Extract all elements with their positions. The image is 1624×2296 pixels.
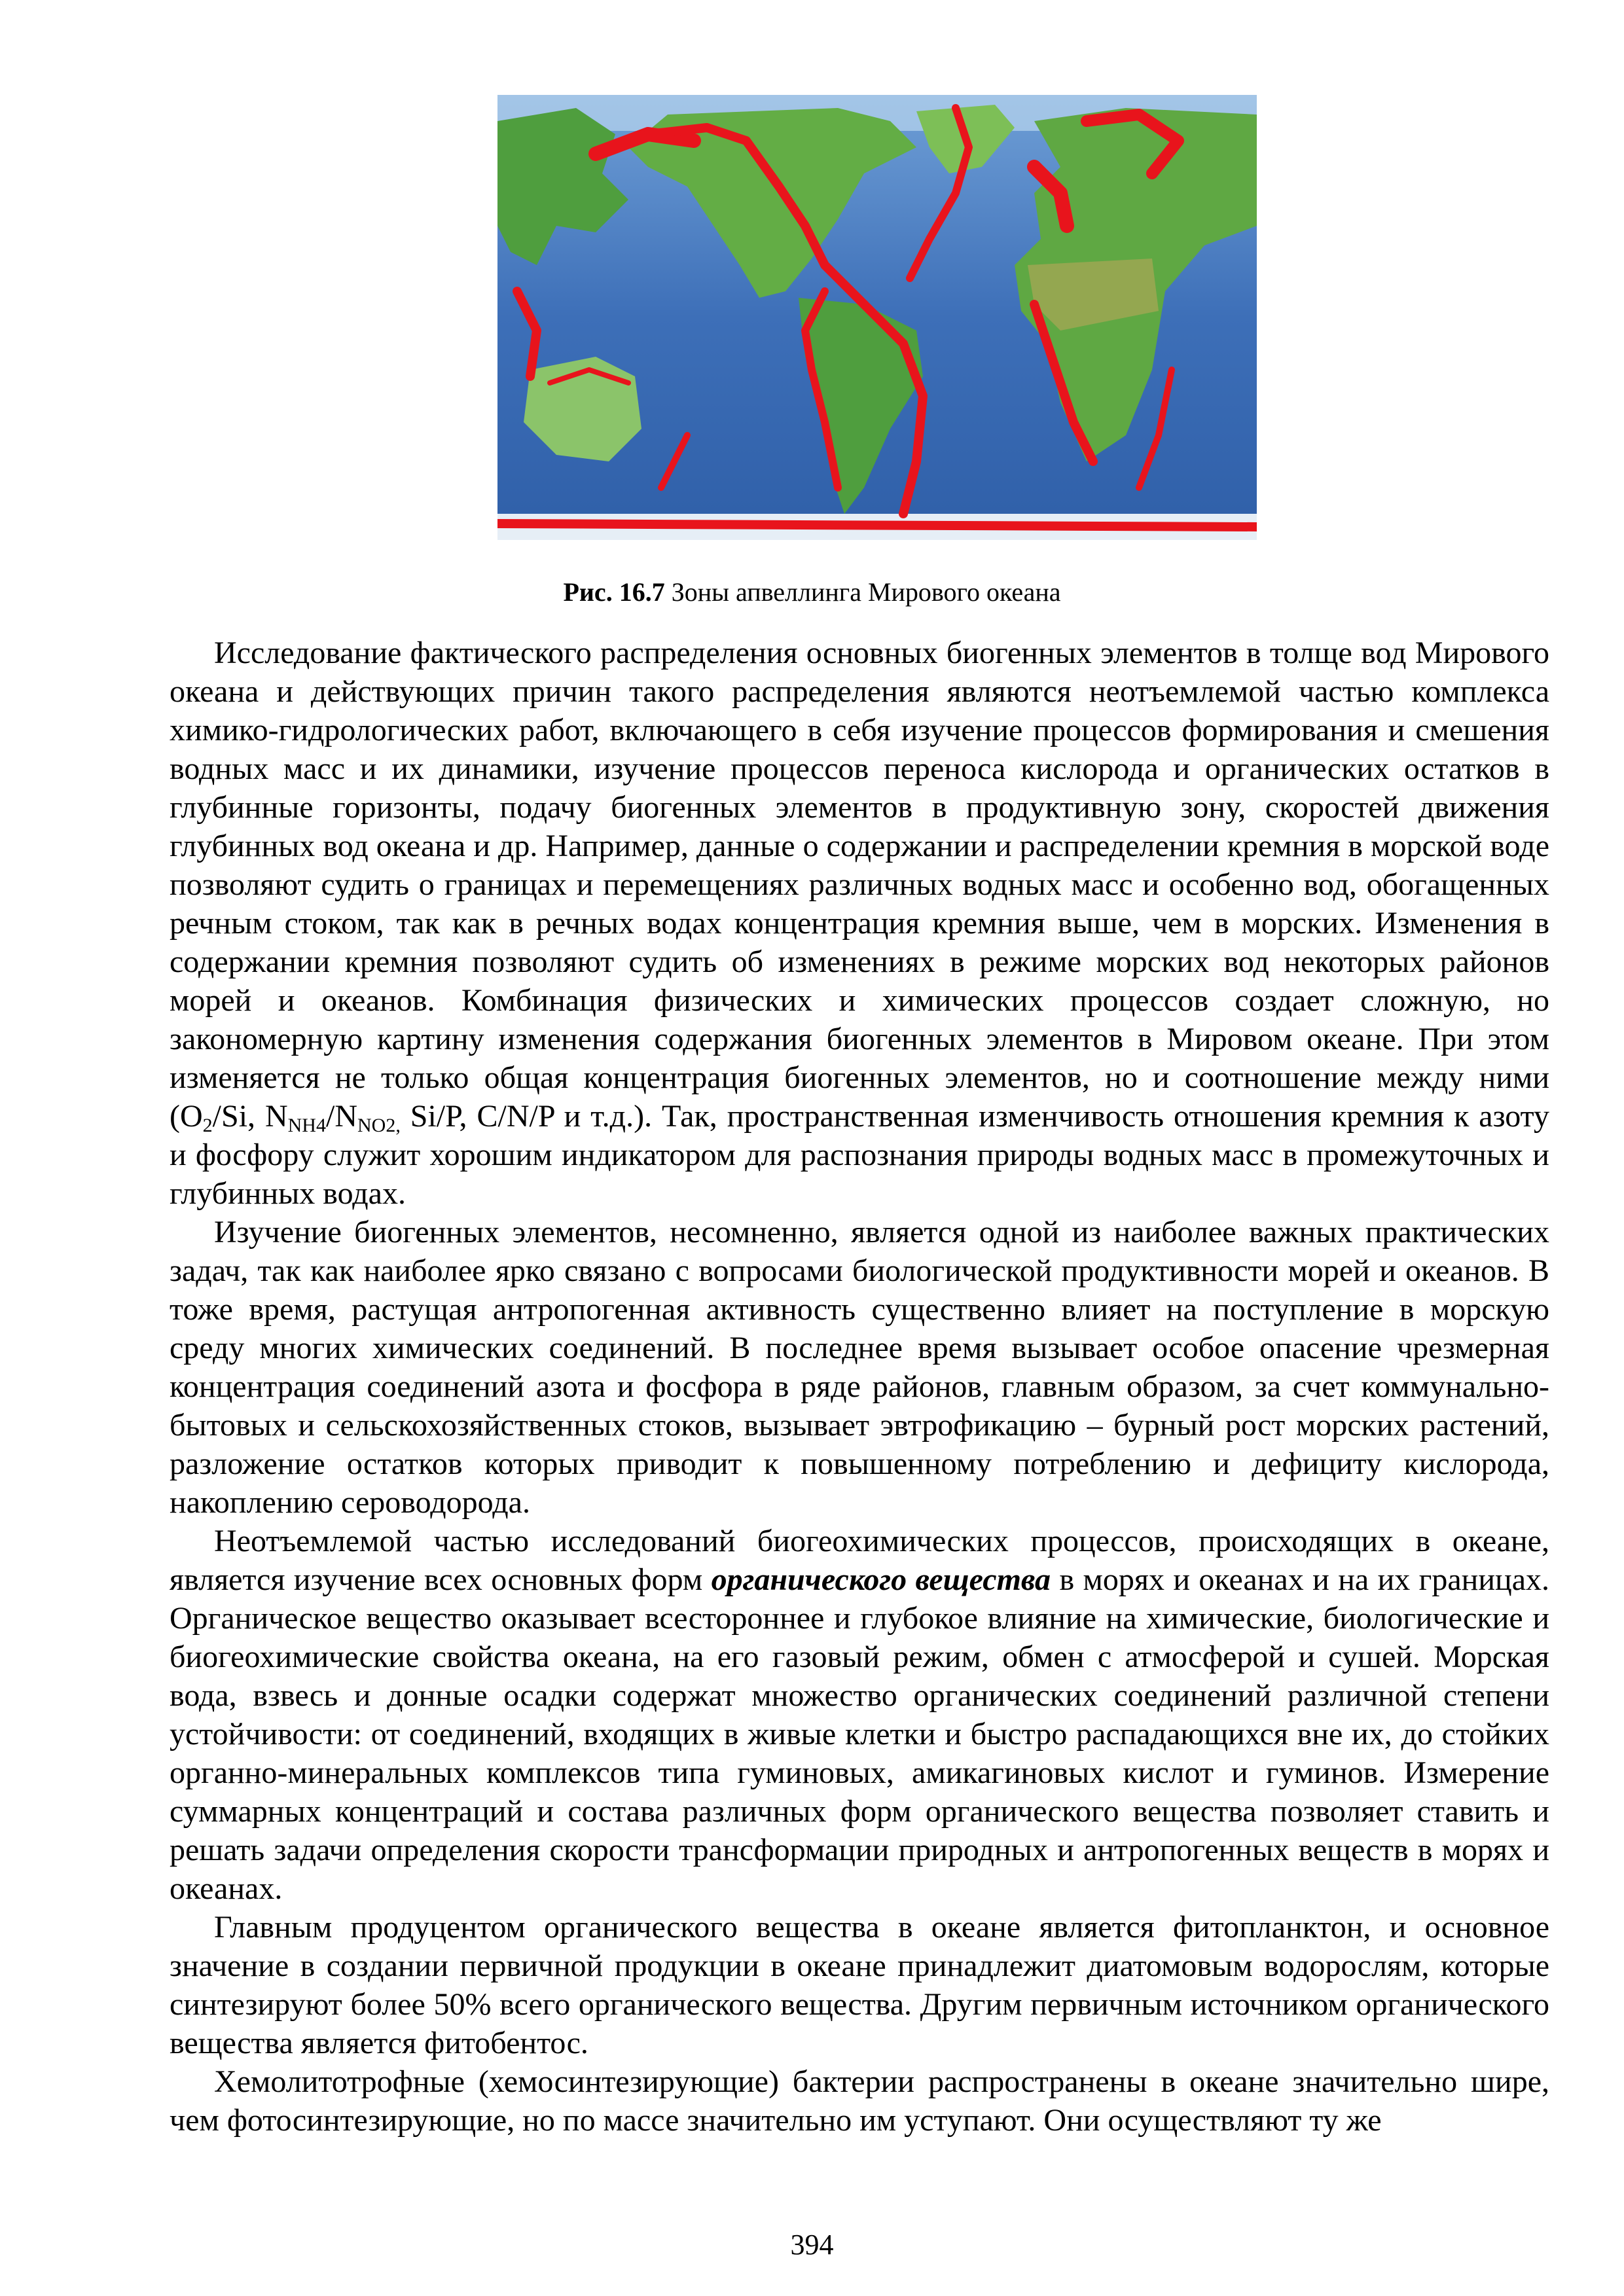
paragraph-text: Неотъемлемой частью исследований биогеохимических процессов, происходящих в океане, является изучение всех основных форм bbox=[170, 1524, 1549, 1597]
figure-label: Рис. 16.7 bbox=[563, 577, 665, 607]
subscript: NO2, bbox=[357, 1115, 401, 1136]
paragraph-text: /N bbox=[325, 1099, 357, 1134]
paragraph: Изучение биогенных элементов, несомненно, является одной из наиболее важных практических задач, так как наиболее ярко связано с вопросами биологической продуктивности морей и океанов. В тоже время, растущая антропогенная активность существенно влияет на поступление в морскую среду многих химических соединений. В последнее время вызывает особое опасение чрезмерная концентрация соединений азота и фосфора в ряде районов, главным образом, за счет коммунально-бытовых и сельскохозяйственных стоков, вызывает эвтрофикацию – бурный рост морских растений, разложение остатков которых приводит к повышенному потреблению и дефициту кислорода, накоплению сероводорода. bbox=[170, 1215, 1549, 1520]
figure-caption-text: Зоны апвеллинга Мирового океана bbox=[664, 577, 1061, 607]
paragraph: Хемолитотрофные (хемосинтезирующие) бактерии распространены в океане значительно шире, чем фотосинтезирующие, но по массе значительно им уступают. Они осуществляют ту же bbox=[170, 2064, 1549, 2138]
paragraph-text: в морях и океанах и на их границах. Органическое вещество оказывает всестороннее и глубокое влияние на химические, биологические и биогеохимические свойства океана, на его газовый режим, обмен с атмосферой и сушей. Морская вода, взвесь и донные осадки содержат множество органических соединений различной степени устойчивости: от соединений, входящих в живые клетки и быстро распадающихся вне их, до стойких органно-минеральных комплексов типа гуминовых, амикагиновых кислот и гуминов. Измерение суммарных концентраций и состава различных форм органического вещества позволяет ставить и решать задачи определения скорости трансформации природных и антропогенных веществ в морях и океанах. bbox=[170, 1562, 1550, 1906]
paragraph bbox=[170, 634, 1549, 1213]
subscript: 2 bbox=[202, 1115, 213, 1136]
emphasized-term: органического вещества bbox=[711, 1562, 1051, 1597]
paragraph-text: Si/P, C/N/P и т.д.). Так, пространственная изменчивость отношения кремния к азоту и фосфору служит хорошим индикатором для распознания природы водных масс в промежуточных и глубинных водах. bbox=[170, 1099, 1549, 1211]
paragraph-text: Исследование фактического распределения основных биогенных элементов в толще вод Мирового океана и действующих причин такого распределения являются неотъемлемой частью комплекса химико-гидрологических работ, включающего в себя изучение процессов формирования и смешения водных масс и их динамики, изучение процессов переноса кислорода и органических остатков в глубинные горизонты, подачу биогенных элементов в продуктивную зону, скоростей движения глубинных вод океана и др. Например, данные о содержании и распределении кремния в морской воде позволяют судить о границах и перемещениях различных водных масс и особенно вод, обогащенных речным стоком, так как в речных водах концентрация кремния выше, чем в морских. Изменения в содержании кремния позволяют судить об изменениях в режиме морских вод некоторых районов морей и океанов. Комбинация физических и химических процессов создает сложную, но закономерную картину изменения содержания биогенных элементов в Мировом океане. При этом изменяется не только общая концентрация биогенных элементов, но и соотношение между ними (O bbox=[170, 636, 1549, 1134]
page-number: 394 bbox=[790, 2229, 834, 2261]
figure-caption bbox=[0, 576, 1624, 609]
paragraph bbox=[170, 1522, 1549, 1908]
paragraph-text: /Si, N bbox=[212, 1099, 288, 1134]
world-map-image bbox=[497, 95, 1257, 540]
upwelling-map-figure bbox=[497, 95, 1257, 540]
body-text bbox=[170, 634, 1549, 2140]
subscript: NH4 bbox=[287, 1115, 326, 1136]
paragraph: Главным продуцентом органического вещества в океане является фитопланктон, и основное значение в создании первичной продукции в океане принадлежит диатомовым водорослям, которые синтезируют более 50% всего органического вещества. Другим первичным источником органического вещества является фитобентос. bbox=[170, 1910, 1549, 2060]
